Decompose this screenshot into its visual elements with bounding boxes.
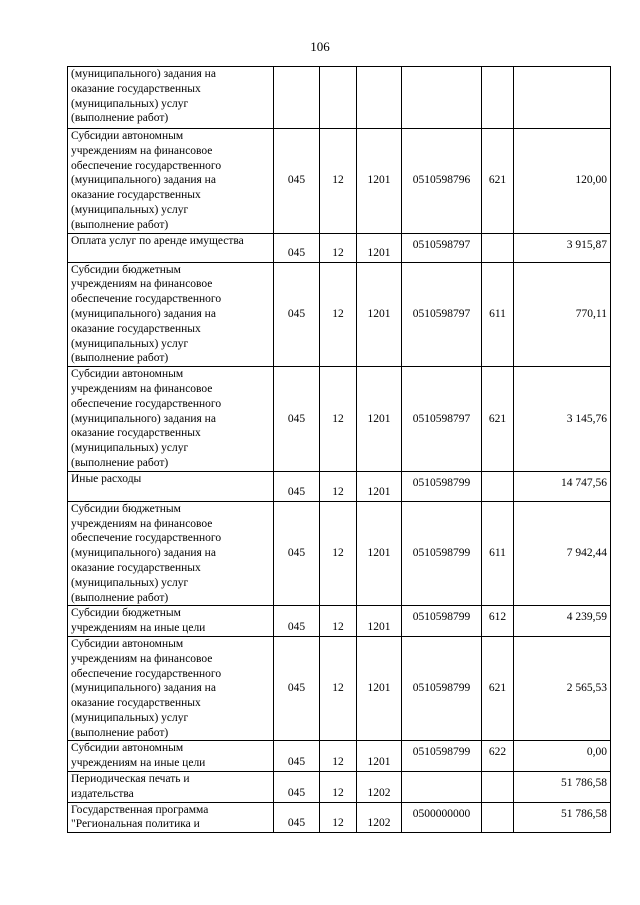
cell-rz: 12 bbox=[320, 606, 357, 637]
cell-pr: 1202 bbox=[357, 802, 402, 833]
budget-table bbox=[67, 66, 611, 833]
cell-description: Государственная программа "Региональная политика и bbox=[68, 802, 274, 833]
cell-description: Субсидии бюджетным учреждениям на финансовое обеспечение государственного (муниципального) задания на оказание государственных (муниципальных) услуг (выполнение работ) bbox=[68, 501, 274, 606]
cell-glav: 045 bbox=[274, 741, 320, 772]
cell-description: Периодическая печать и издательства bbox=[68, 772, 274, 803]
cell-rz: 12 bbox=[320, 802, 357, 833]
cell-rz: 12 bbox=[320, 471, 357, 501]
cell-sum: 4 239,59 bbox=[514, 606, 611, 637]
cell-description: Субсидии автономным учреждениям на иные цели bbox=[68, 741, 274, 772]
cell-glav: 045 bbox=[274, 262, 320, 367]
cell-csr: 0510598796 bbox=[402, 129, 482, 234]
cell-glav bbox=[274, 67, 320, 129]
cell-csr: 0510598799 bbox=[402, 606, 482, 637]
cell-vr bbox=[482, 67, 514, 129]
table-row bbox=[68, 741, 611, 772]
cell-pr: 1201 bbox=[357, 471, 402, 501]
table-row bbox=[68, 636, 611, 741]
cell-pr bbox=[357, 67, 402, 129]
cell-pr: 1201 bbox=[357, 367, 402, 472]
cell-pr: 1201 bbox=[357, 606, 402, 637]
cell-vr: 621 bbox=[482, 367, 514, 472]
cell-sum: 7 942,44 bbox=[514, 501, 611, 606]
cell-rz bbox=[320, 67, 357, 129]
cell-sum bbox=[514, 67, 611, 129]
cell-sum: 51 786,58 bbox=[514, 802, 611, 833]
cell-description: Субсидии автономным учреждениям на финансовое обеспечение государственного (муниципального) задания на оказание государственных (муниципальных) услуг (выполнение работ) bbox=[68, 367, 274, 472]
table-row bbox=[68, 233, 611, 262]
table-row bbox=[68, 501, 611, 606]
cell-sum: 14 747,56 bbox=[514, 471, 611, 501]
cell-csr bbox=[402, 772, 482, 803]
page-number: 106 bbox=[310, 39, 330, 54]
cell-sum: 120,00 bbox=[514, 129, 611, 234]
cell-glav: 045 bbox=[274, 636, 320, 741]
cell-vr bbox=[482, 471, 514, 501]
cell-description: Субсидии бюджетным учреждениям на финансовое обеспечение государственного (муниципального) задания на оказание государственных (муниципальных) услуг (выполнение работ) bbox=[68, 262, 274, 367]
cell-csr: 0510598799 bbox=[402, 501, 482, 606]
table-row bbox=[68, 129, 611, 234]
cell-glav: 045 bbox=[274, 233, 320, 262]
cell-rz: 12 bbox=[320, 367, 357, 472]
cell-vr: 622 bbox=[482, 741, 514, 772]
cell-vr: 611 bbox=[482, 262, 514, 367]
cell-pr: 1201 bbox=[357, 262, 402, 367]
cell-rz: 12 bbox=[320, 129, 357, 234]
cell-description: Иные расходы bbox=[68, 471, 274, 501]
cell-glav: 045 bbox=[274, 772, 320, 803]
cell-rz: 12 bbox=[320, 741, 357, 772]
cell-rz: 12 bbox=[320, 501, 357, 606]
cell-rz: 12 bbox=[320, 772, 357, 803]
table-row bbox=[68, 606, 611, 637]
cell-description: Субсидии автономным учреждениям на финансовое обеспечение государственного (муниципального) задания на оказание государственных (муниципальных) услуг (выполнение работ) bbox=[68, 636, 274, 741]
cell-csr: 0510598799 bbox=[402, 471, 482, 501]
cell-csr: 0510598797 bbox=[402, 233, 482, 262]
cell-vr: 612 bbox=[482, 606, 514, 637]
cell-csr: 0500000000 bbox=[402, 802, 482, 833]
cell-sum: 0,00 bbox=[514, 741, 611, 772]
cell-sum: 3 915,87 bbox=[514, 233, 611, 262]
cell-description: (муниципального) задания на оказание государственных (муниципальных) услуг (выполнение работ) bbox=[68, 67, 274, 129]
table-row bbox=[68, 367, 611, 472]
cell-pr: 1201 bbox=[357, 233, 402, 262]
cell-pr: 1201 bbox=[357, 129, 402, 234]
cell-vr: 611 bbox=[482, 501, 514, 606]
cell-csr bbox=[402, 67, 482, 129]
cell-vr: 621 bbox=[482, 129, 514, 234]
cell-sum: 770,11 bbox=[514, 262, 611, 367]
table-row bbox=[68, 802, 611, 833]
cell-sum: 51 786,58 bbox=[514, 772, 611, 803]
cell-glav: 045 bbox=[274, 802, 320, 833]
cell-csr: 0510598797 bbox=[402, 367, 482, 472]
cell-csr: 0510598799 bbox=[402, 636, 482, 741]
cell-description: Субсидии автономным учреждениям на финансовое обеспечение государственного (муниципального) задания на оказание государственных (муниципальных) услуг (выполнение работ) bbox=[68, 129, 274, 234]
cell-pr: 1201 bbox=[357, 741, 402, 772]
cell-vr: 621 bbox=[482, 636, 514, 741]
cell-csr: 0510598797 bbox=[402, 262, 482, 367]
cell-glav: 045 bbox=[274, 501, 320, 606]
table-row bbox=[68, 772, 611, 803]
table-row bbox=[68, 471, 611, 501]
cell-csr: 0510598799 bbox=[402, 741, 482, 772]
table-row bbox=[68, 67, 611, 129]
table-row bbox=[68, 262, 611, 367]
cell-sum: 3 145,76 bbox=[514, 367, 611, 472]
cell-glav: 045 bbox=[274, 471, 320, 501]
cell-description: Субсидии бюджетным учреждениям на иные цели bbox=[68, 606, 274, 637]
cell-rz: 12 bbox=[320, 262, 357, 367]
cell-glav: 045 bbox=[274, 606, 320, 637]
cell-description: Оплата услуг по аренде имущества bbox=[68, 233, 274, 262]
cell-pr: 1201 bbox=[357, 636, 402, 741]
cell-vr bbox=[482, 233, 514, 262]
cell-vr bbox=[482, 802, 514, 833]
cell-sum: 2 565,53 bbox=[514, 636, 611, 741]
cell-glav: 045 bbox=[274, 129, 320, 234]
cell-pr: 1202 bbox=[357, 772, 402, 803]
cell-vr bbox=[482, 772, 514, 803]
cell-rz: 12 bbox=[320, 636, 357, 741]
cell-rz: 12 bbox=[320, 233, 357, 262]
cell-pr: 1201 bbox=[357, 501, 402, 606]
cell-glav: 045 bbox=[274, 367, 320, 472]
